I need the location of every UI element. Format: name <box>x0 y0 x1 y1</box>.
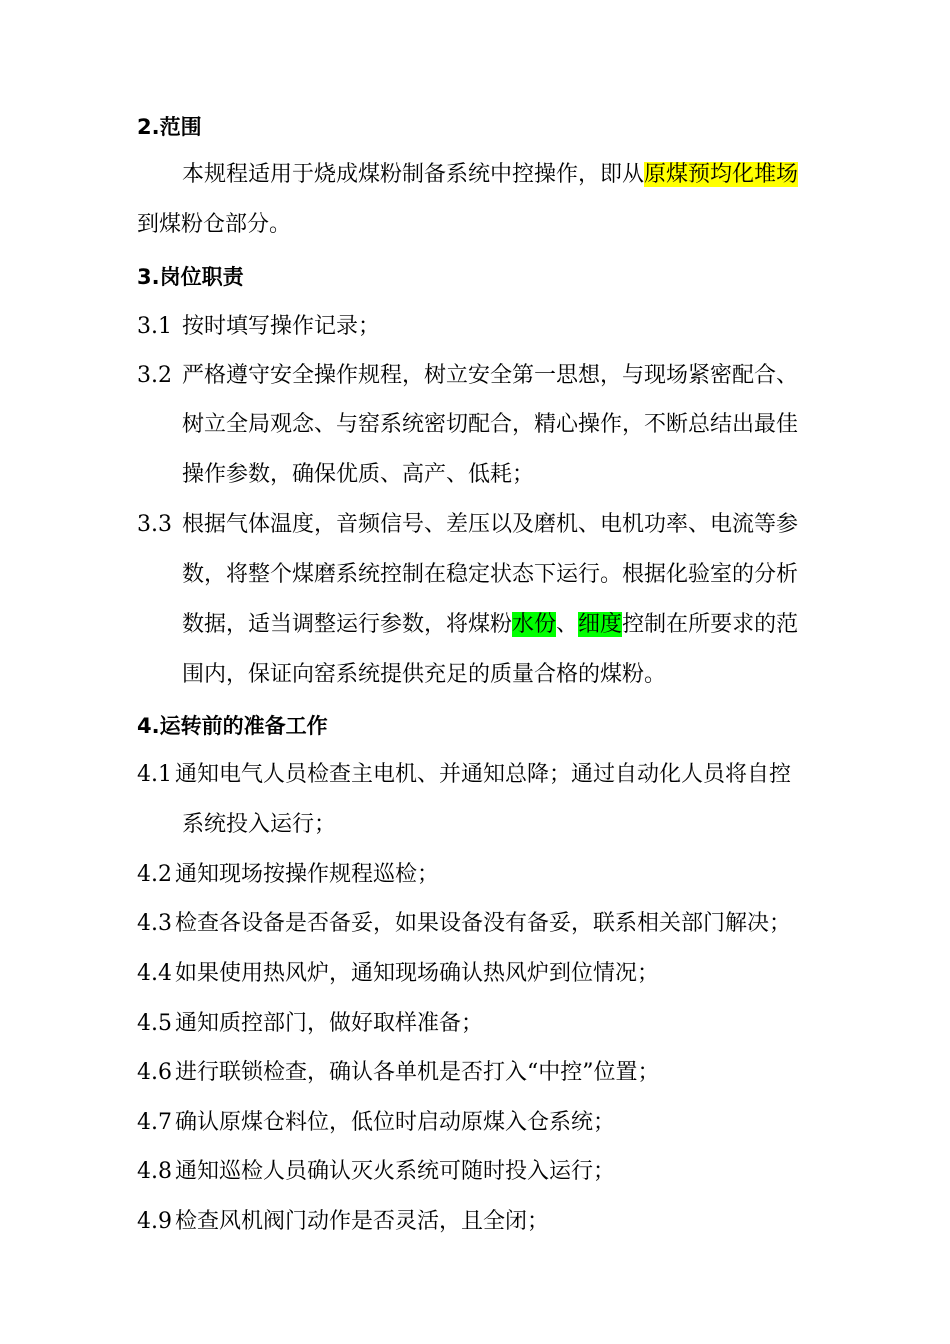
item-3-2-line-2: 树立全局观念、与窑系统密切配合，精心操作，不断总结出最佳 <box>182 412 799 437</box>
item-4-8 <box>137 1157 615 1187</box>
item-text: 通知巡检人员确认灭火系统可随时投入运行； <box>175 1159 616 1184</box>
item-3-1 <box>137 312 380 342</box>
item-number: 4.4 <box>137 961 172 986</box>
item-4-1 <box>137 760 791 790</box>
highlight-fineness: 细度 <box>578 612 623 637</box>
item-4-9 <box>137 1207 549 1237</box>
item-number: 4.5 <box>137 1011 172 1036</box>
item-text: 按时填写操作记录； <box>182 314 381 339</box>
item-4-1-continued: 系统投入运行； <box>182 812 337 837</box>
item-4-7 <box>137 1108 615 1138</box>
item-text: 、 <box>556 612 579 637</box>
item-text: 检查风机阀门动作是否灵活，且全闭； <box>175 1209 550 1234</box>
item-text: 确认原煤仓料位，低位时启动原煤入仓系统； <box>175 1110 616 1135</box>
item-4-6 <box>137 1058 660 1088</box>
item-4-3 <box>137 909 791 939</box>
highlight-raw-coal-yard: 原煤预均化堆场 <box>644 162 799 187</box>
item-3-3-line-2: 数，将整个煤磨系统控制在稳定状态下运行。根据化验室的分析 <box>182 562 799 587</box>
item-text: 根据气体温度，音频信号、差压以及磨机、电机功率、电流等参 <box>182 512 799 537</box>
item-3-2-line-3: 操作参数，确保优质、高产、低耗； <box>182 462 535 487</box>
item-text: 通知质控部门，做好取样准备； <box>175 1011 484 1036</box>
item-number: 3.2 <box>137 363 172 388</box>
section-2-paragraph-line-1 <box>182 160 798 190</box>
section-4-heading: 4.运转前的准备工作 <box>137 714 328 738</box>
item-text: 通知电气人员检查主电机、并通知总降；通过自动化人员将自控 <box>175 762 792 787</box>
item-text: 进行联锁检查，确认各单机是否打入“中控”位置； <box>175 1060 660 1085</box>
item-number: 4.7 <box>137 1110 172 1135</box>
item-4-2 <box>137 860 439 890</box>
section-3-heading: 3.岗位职责 <box>137 265 244 289</box>
item-text: 如果使用热风炉，通知现场确认热风炉到位情况； <box>175 961 660 986</box>
item-text: 数据，适当调整运行参数，将煤粉 <box>182 612 513 637</box>
item-number: 4.8 <box>137 1159 172 1184</box>
item-number: 4.3 <box>137 911 172 936</box>
item-number: 4.2 <box>137 862 172 887</box>
item-text: 控制在所要求的范 <box>622 612 799 637</box>
item-number: 3.3 <box>137 512 172 537</box>
item-3-3-line-3 <box>182 610 798 640</box>
item-3-3-line-4: 围内，保证向窑系统提供充足的质量合格的煤粉。 <box>182 662 667 687</box>
item-3-2-line-1 <box>137 361 798 391</box>
item-4-5 <box>137 1009 483 1039</box>
item-number: 3.1 <box>137 314 172 339</box>
highlight-moisture: 水份 <box>512 612 557 637</box>
item-text: 通知现场按操作规程巡检； <box>175 862 440 887</box>
item-text: 严格遵守安全操作规程，树立安全第一思想，与现场紧密配合、 <box>182 363 799 388</box>
item-4-4 <box>137 959 659 989</box>
section-2-paragraph-line-2: 到煤粉仓部分。 <box>137 212 292 237</box>
item-number: 4.6 <box>137 1060 172 1085</box>
section-2-heading: 2.范围 <box>137 115 202 139</box>
item-number: 4.1 <box>137 762 172 787</box>
section-2-text: 本规程适用于烧成煤粉制备系统中控操作，即从 <box>182 162 645 187</box>
item-3-3-line-1 <box>137 510 798 540</box>
item-number: 4.9 <box>137 1209 172 1234</box>
item-text: 检查各设备是否备妥，如果设备没有备妥，联系相关部门解决； <box>175 911 792 936</box>
